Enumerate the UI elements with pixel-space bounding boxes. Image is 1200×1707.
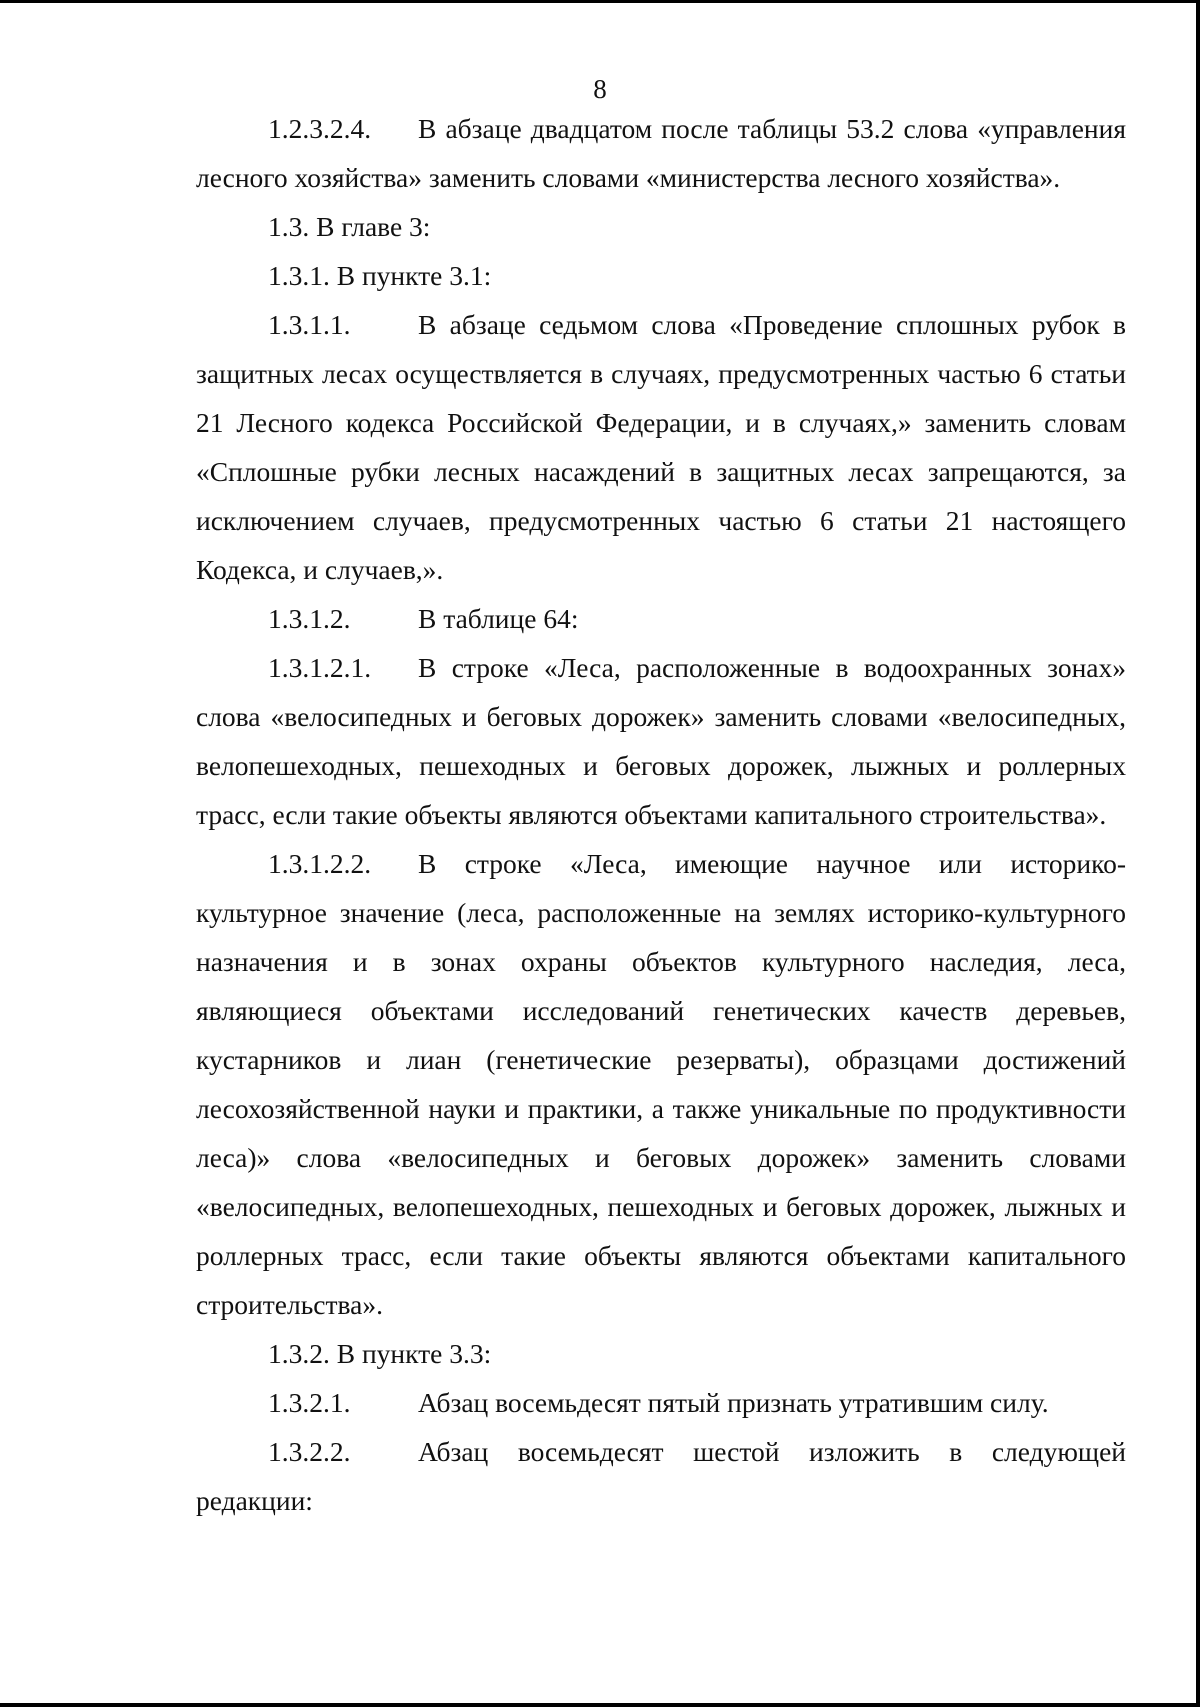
paragraph-1-3-2-2 [196,1427,1126,1525]
paragraph-1-2-3-2-4 [196,104,1126,202]
clause-number: 1.2.3.2.4. [268,113,372,144]
document-body [196,104,1126,1525]
paragraph-1-3-1 [196,251,1126,300]
clause-number: 1.3.1.2.2. [268,848,372,879]
page-number: 8 [593,74,607,104]
paragraph-1-3-1-1 [196,300,1126,594]
paragraph-text: 1.3. В главе 3: [268,211,431,242]
paragraph-text: В таблице 64: [418,603,579,634]
paragraph-text: Абзац восемьдесят шестой изложить в следующей редакции: [196,1436,1126,1516]
scan-border-right [1196,0,1200,1707]
paragraph-1-3-2 [196,1329,1126,1378]
clause-number: 1.3.1.2.1. [268,652,372,683]
paragraph-text: В абзаце седьмом слова «Проведение сплошных рубок в защитных лесах осуществляется в случаях, предусмотренных частью 6 статьи 21 Лесного кодекса Российской Федерации, и в случаях,» заменить словам «Сплошные рубки лесных насаждений в защитных лесах запрещаются, за исключением случаев, предусмотренных частью 6 статьи 21 настоящего Кодекса, и случаев,». [196,309,1126,585]
paragraph-1-3-1-2-1 [196,643,1126,839]
paragraph-text: Абзац восемьдесят пятый признать утратившим силу. [418,1387,1049,1418]
paragraph-text: В строке «Леса, расположенные в водоохранных зонах» слова «велосипедных и беговых дорожек» заменить словами «велосипедных, велопешеходных, пешеходных и беговых дорожек, лыжных и роллерных трасс, если такие объекты являются объектами капитального строительства». [196,652,1126,830]
clause-number: 1.3.2.2. [268,1436,351,1467]
paragraph-1-3-1-2-2 [196,839,1126,1329]
paragraph-text: В абзаце двадцатом после таблицы 53.2 слова «управления лесного хозяйства» заменить словами «министерства лесного хозяйства». [196,113,1126,193]
paragraph-1-3 [196,202,1126,251]
clause-number: 1.3.1.2. [268,603,351,634]
paragraph-1-3-1-2 [196,594,1126,643]
scan-border-top [0,0,1200,3]
paragraph-text: 1.3.2. В пункте 3.3: [268,1338,492,1369]
paragraph-1-3-2-1 [196,1378,1126,1427]
clause-number: 1.3.2.1. [268,1387,351,1418]
scan-border-bottom [0,1703,1200,1707]
clause-number: 1.3.1.1. [268,309,351,340]
paragraph-text: В строке «Леса, имеющие научное или историко-культурное значение (леса, расположенные на землях историко-культурного назначения и в зонах охраны объектов культурного наследия, леса, являющиеся объектами исследований генетических качеств деревьев, кустарников и лиан (генетические резерваты), образцами достижений лесохозяйственной науки и практики, а также уникальные по продуктивности леса)» слова «велосипедных и беговых дорожек» заменить словами «велосипедных, велопешеходных, пешеходных и беговых дорожек, лыжных и роллерных трасс, если такие объекты являются объектами капитального строительства». [196,848,1126,1320]
paragraph-text: 1.3.1. В пункте 3.1: [268,260,492,291]
